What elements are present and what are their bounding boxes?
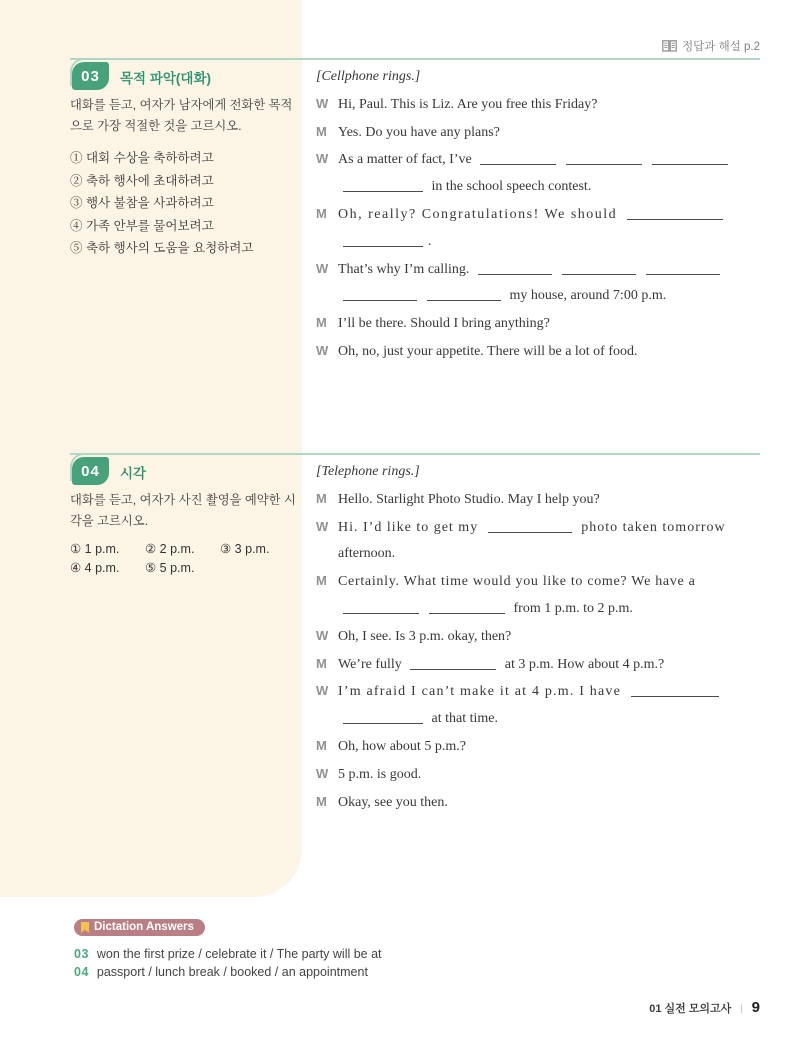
fill-in-blank[interactable] bbox=[646, 263, 720, 275]
dialogue-text: Yes. Do you have any plans? bbox=[338, 124, 500, 140]
dialogue-text: Okay, see you then. bbox=[338, 794, 448, 810]
dialogue-text: As a matter of fact, I’ve bbox=[338, 152, 476, 168]
dialogue-line bbox=[316, 486, 762, 514]
question-instruction: 대화를 듣고, 여자가 남자에게 전화한 목적으로 가장 적절한 것을 고르시오. bbox=[70, 98, 293, 133]
speaker-label: W bbox=[316, 151, 329, 167]
answer-options bbox=[70, 147, 300, 260]
dialogue-text: [Telephone rings.] bbox=[316, 464, 420, 479]
dialogue-line bbox=[316, 733, 762, 761]
speaker-label: M bbox=[316, 793, 327, 809]
dialogue-line bbox=[316, 651, 762, 679]
dialogue-04 bbox=[316, 459, 762, 816]
dialogue-text: from 1 p.m. to 2 p.m. bbox=[510, 600, 633, 616]
dialogue-text: at that time. bbox=[428, 711, 498, 727]
speaker-label: M bbox=[316, 737, 327, 753]
bookmark-icon bbox=[81, 922, 89, 933]
dialogue-text: I’m afraid I can’t make it at 4 p.m. I have bbox=[338, 684, 626, 700]
speaker-label: M bbox=[316, 573, 328, 589]
dialogue-text: photo taken tomorrow bbox=[576, 519, 726, 535]
dialogue-text: afternoon. bbox=[338, 546, 396, 562]
speaker-label: W bbox=[316, 342, 329, 358]
dialogue-text: Hi, Paul. This is Liz. Are you free this Friday? bbox=[338, 96, 598, 112]
dialogue-line bbox=[316, 678, 762, 706]
dialogue-03 bbox=[316, 64, 762, 366]
dialogue-line bbox=[316, 789, 762, 817]
answer-option: ④ 가족 안부를 물어보려고 bbox=[70, 218, 214, 233]
dialogue-text: [Cellphone rings.] bbox=[316, 69, 421, 84]
dialogue-text: 5 p.m. is good. bbox=[338, 766, 422, 782]
dialogue-text: at 3 p.m. How about 4 p.m.? bbox=[501, 656, 665, 672]
dialogue-text: . bbox=[428, 233, 432, 249]
speaker-label: M bbox=[316, 315, 327, 331]
dialogue-text: I’ll be there. Should I bring anything? bbox=[338, 316, 550, 332]
fill-in-blank[interactable] bbox=[631, 685, 719, 697]
answer-option: ⑤ 5 p.m. bbox=[145, 561, 195, 575]
fill-in-blank[interactable] bbox=[343, 712, 423, 724]
dialogue-text: Oh, really? Congratulations! We should bbox=[338, 206, 623, 222]
question-03-block bbox=[70, 95, 300, 260]
dictation-answer-text: won the first prize / celebrate it / The party will be at bbox=[96, 946, 382, 961]
dialogue-line bbox=[316, 119, 762, 147]
fill-in-blank[interactable] bbox=[562, 263, 636, 275]
fill-in-blank[interactable] bbox=[652, 153, 728, 165]
dialogue-line bbox=[316, 338, 762, 366]
speaker-label: W bbox=[316, 95, 329, 111]
dialogue-line bbox=[316, 541, 762, 568]
speaker-label: M bbox=[316, 655, 327, 671]
open-book-icon bbox=[662, 40, 677, 52]
dialogue-line bbox=[316, 91, 762, 119]
dialogue-line bbox=[316, 706, 762, 733]
book-title: 01 실전 모의고사 bbox=[649, 1002, 732, 1015]
speaker-label: W bbox=[316, 260, 329, 276]
question-number-badge: 03 bbox=[72, 62, 109, 90]
fill-in-blank[interactable] bbox=[627, 208, 723, 220]
answer-option: ⑤ 축하 행사의 도움을 요청하려고 bbox=[70, 241, 254, 255]
dictation-answers-label: Dictation Answers bbox=[94, 921, 194, 933]
dialogue-text: Certainly. What time would you like to come? We have a bbox=[338, 574, 696, 590]
dialogue-line bbox=[316, 201, 762, 229]
fill-in-blank[interactable] bbox=[480, 153, 556, 165]
dictation-rows bbox=[74, 945, 760, 982]
dialogue-text: We’re fully bbox=[338, 656, 406, 672]
speaker-label: M bbox=[316, 123, 327, 139]
speaker-label: M bbox=[316, 205, 329, 221]
dialogue-line bbox=[316, 623, 762, 651]
dialogue-text: in the school speech contest. bbox=[428, 179, 592, 195]
answer-option: ③ 행사 불참을 사과하려고 bbox=[70, 196, 214, 210]
answer-option: ① 대회 수상을 축하하려고 bbox=[70, 151, 214, 165]
dictation-answers-badge bbox=[74, 919, 205, 936]
dialogue-text: Oh, no, just your appetite. There will be a lot of food. bbox=[338, 343, 638, 359]
dialogue-text: That’s why I’m calling. bbox=[338, 261, 473, 277]
answer-option: ④ 4 p.m. bbox=[70, 561, 120, 575]
fill-in-blank[interactable] bbox=[566, 153, 642, 165]
dialogue-line bbox=[316, 596, 762, 623]
dialogue-text: Oh, I see. Is 3 p.m. okay, then? bbox=[338, 628, 512, 644]
stage-direction bbox=[316, 459, 762, 486]
dictation-question-number: 04 bbox=[74, 965, 89, 979]
answer-option: ③ 3 p.m. bbox=[220, 542, 270, 556]
question-04-block bbox=[70, 490, 300, 578]
question-type-title: 시각 bbox=[120, 466, 147, 481]
fill-in-blank[interactable] bbox=[478, 263, 552, 275]
dialogue-text: Oh, how about 5 p.m.? bbox=[338, 738, 466, 754]
fill-in-blank[interactable] bbox=[343, 180, 423, 192]
dialogue-text: my house, around 7:00 p.m. bbox=[506, 288, 667, 304]
dictation-answer-text: passport / lunch break / booked / an appointment bbox=[96, 965, 368, 979]
dictation-answers-section bbox=[74, 919, 760, 982]
speaker-label: W bbox=[316, 683, 330, 699]
answer-reference bbox=[662, 38, 760, 54]
speaker-label: W bbox=[316, 627, 329, 643]
fill-in-blank[interactable] bbox=[343, 289, 417, 301]
dialogue-line bbox=[316, 283, 762, 310]
speaker-label: W bbox=[316, 765, 329, 781]
dialogue-line bbox=[316, 146, 762, 174]
answer-reference-label: 정답과 해설 p.2 bbox=[682, 41, 760, 53]
dialogue-line bbox=[316, 568, 762, 596]
fill-in-blank[interactable] bbox=[427, 289, 501, 301]
stage-direction bbox=[316, 64, 762, 91]
page-number: 9 bbox=[751, 999, 760, 1016]
footer-separator: | bbox=[740, 1002, 743, 1013]
speaker-label: W bbox=[316, 518, 330, 534]
answer-option: ② 2 p.m. bbox=[145, 542, 195, 556]
dictation-answer-row bbox=[74, 945, 760, 964]
dictation-answer-row bbox=[74, 963, 760, 982]
fill-in-blank[interactable] bbox=[429, 602, 505, 614]
dialogue-text: Hello. Starlight Photo Studio. May I help you? bbox=[338, 491, 600, 507]
dictation-question-number: 03 bbox=[74, 946, 89, 961]
dialogue-line bbox=[316, 229, 762, 256]
question-number-badge: 04 bbox=[72, 457, 109, 485]
fill-in-blank[interactable] bbox=[343, 235, 423, 247]
dialogue-line bbox=[316, 514, 762, 542]
dialogue-line bbox=[316, 174, 762, 201]
fill-in-blank[interactable] bbox=[488, 521, 572, 533]
question-type-title: 목적 파악(대화) bbox=[120, 71, 211, 86]
dialogue-line bbox=[316, 761, 762, 789]
page-footer bbox=[649, 999, 760, 1016]
dialogue-line bbox=[316, 310, 762, 338]
answer-options bbox=[70, 540, 300, 578]
answer-option: ① 1 p.m. bbox=[70, 542, 120, 556]
dialogue-text: Hi. I’d like to get my bbox=[338, 519, 483, 535]
fill-in-blank[interactable] bbox=[343, 602, 419, 614]
speaker-label: M bbox=[316, 490, 327, 506]
question-instruction: 대화를 듣고, 여자가 사진 촬영을 예약한 시각을 고르시오. bbox=[70, 493, 296, 528]
fill-in-blank[interactable] bbox=[410, 658, 496, 670]
answer-option: ② 축하 행사에 초대하려고 bbox=[70, 173, 214, 188]
dialogue-line bbox=[316, 256, 762, 284]
